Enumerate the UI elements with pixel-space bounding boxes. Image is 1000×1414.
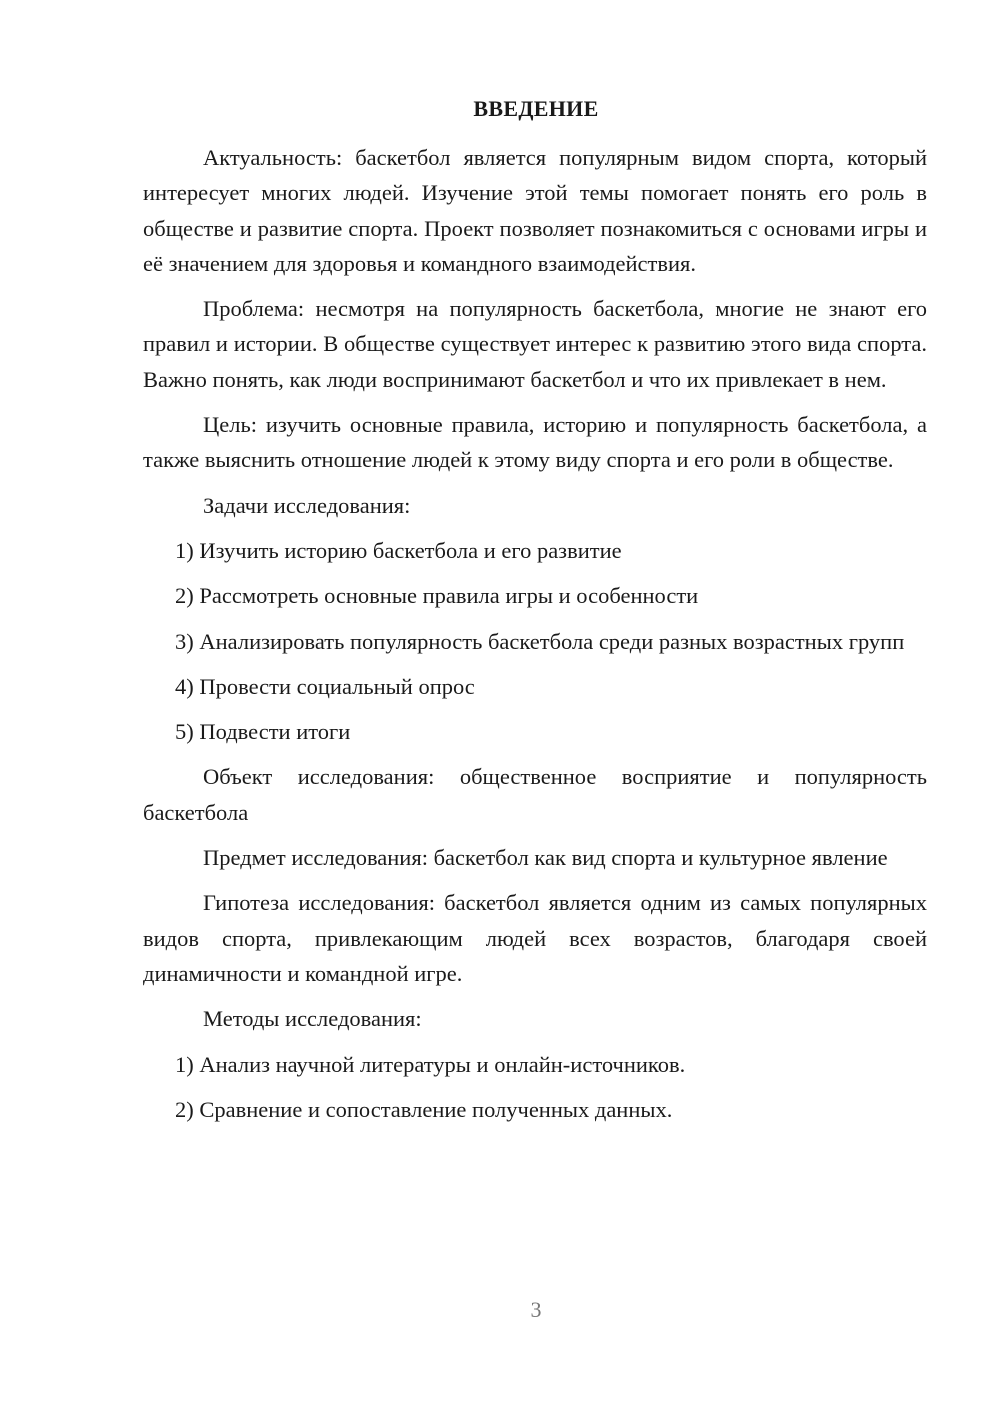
task-item-5: 5) Подвести итоги <box>175 719 351 745</box>
hypothesis-paragraph: Гипотеза исследования: баскетбол является одним из самых популярных видов спорта, привлекающим людей всех возрастов, благодаря своей динамичности и командной игре. <box>143 890 927 986</box>
page-number: 3 <box>530 1297 542 1322</box>
relevance-paragraph: Актуальность: баскетбол является популярным видом спорта, который интересует многих людей. Изучение этой темы помогает понять его роль в обществе и развитие спорта. Проект позволяет познакомиться с основами игры и её значением для здоровья и командного взаимодействия. <box>143 145 927 276</box>
method-item-1: 1) Анализ научной литературы и онлайн-источников. <box>175 1051 686 1077</box>
methods-heading: Методы исследования: <box>203 1006 422 1032</box>
tasks-heading: Задачи исследования: <box>203 492 411 518</box>
document-body <box>143 140 927 1127</box>
task-item-4: 4) Провести социальный опрос <box>175 673 475 699</box>
task-item-3: 3) Анализировать популярность баскетбола среди разных возрастных групп <box>175 628 905 654</box>
task-item-2: 2) Рассмотреть основные правила игры и особенности <box>175 583 699 609</box>
object-paragraph: Объект исследования: общественное восприятие и популярность баскетбола <box>143 764 927 825</box>
page-title: ВВЕДЕНИЕ <box>473 96 599 121</box>
task-item-1: 1) Изучить историю баскетбола и его развитие <box>175 537 622 563</box>
subject-paragraph: Предмет исследования: баскетбол как вид спорта и культурное явление <box>203 845 888 871</box>
goal-paragraph: Цель: изучить основные правила, историю и популярность баскетбола, а также выяснить отношение людей к этому виду спорта и его роли в обществе. <box>143 412 927 473</box>
method-item-2: 2) Сравнение и сопоставление полученных данных. <box>175 1096 673 1122</box>
problem-paragraph: Проблема: несмотря на популярность баскетбола, многие не знают его правил и истории. В обществе существует интерес к развитию этого вида спорта. Важно понять, как люди воспринимают баскетбол и что их привлекает в нем. <box>143 296 927 392</box>
